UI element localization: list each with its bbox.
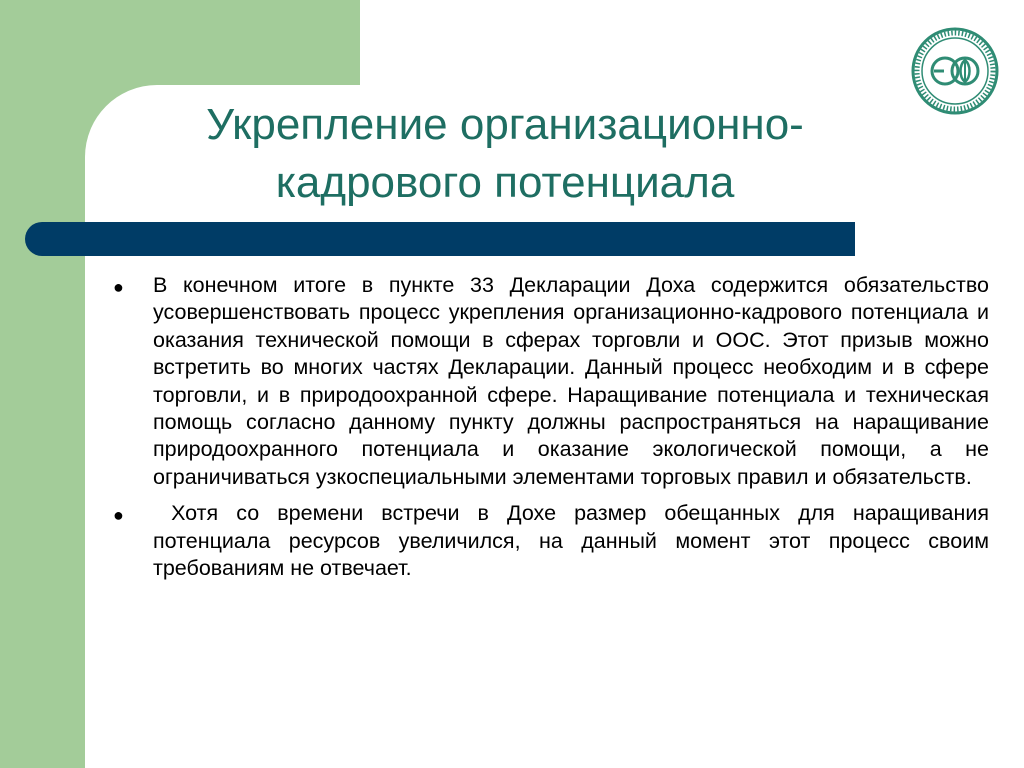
bullet-text: В конечном итоге в пункте 33 Декларации Доха содержится обязательство усовершенствовать процесс укрепления организационно-кадрового потенциала и оказания технической помощи в сферах торговли и ООС. Этот призыв можно встретить во многих частях Декларации. Данный процесс необходим и в сфере торговли, и в природоохранной сфере. Наращивание потенциала и техническая помощь согласно данному пункту должны распространяться на наращивание природоохранного потенциала и оказание экологической помощи, а не ограничиваться узкоспециальными элементами торговых правил и обязательств. (153, 273, 989, 489)
circular-emblem-icon (910, 26, 1000, 116)
bullet-text: Хотя со времени встречи в Дохе размер обещанных для наращивания потенциала ресурсов увеличился, на данный момент этот процесс своим требованиям не отвечает. (153, 501, 995, 581)
bullet-icon: ● (113, 505, 124, 526)
bullet-icon: ● (113, 277, 124, 297)
list-item (105, 272, 989, 491)
title-line-1: Укрепление организационно- (206, 100, 804, 149)
title-line-2: кадрового потенциала (275, 158, 735, 207)
list-item (105, 500, 995, 582)
slide-title (110, 96, 900, 212)
title-divider-bar (25, 222, 855, 256)
bullet-list (105, 272, 995, 591)
